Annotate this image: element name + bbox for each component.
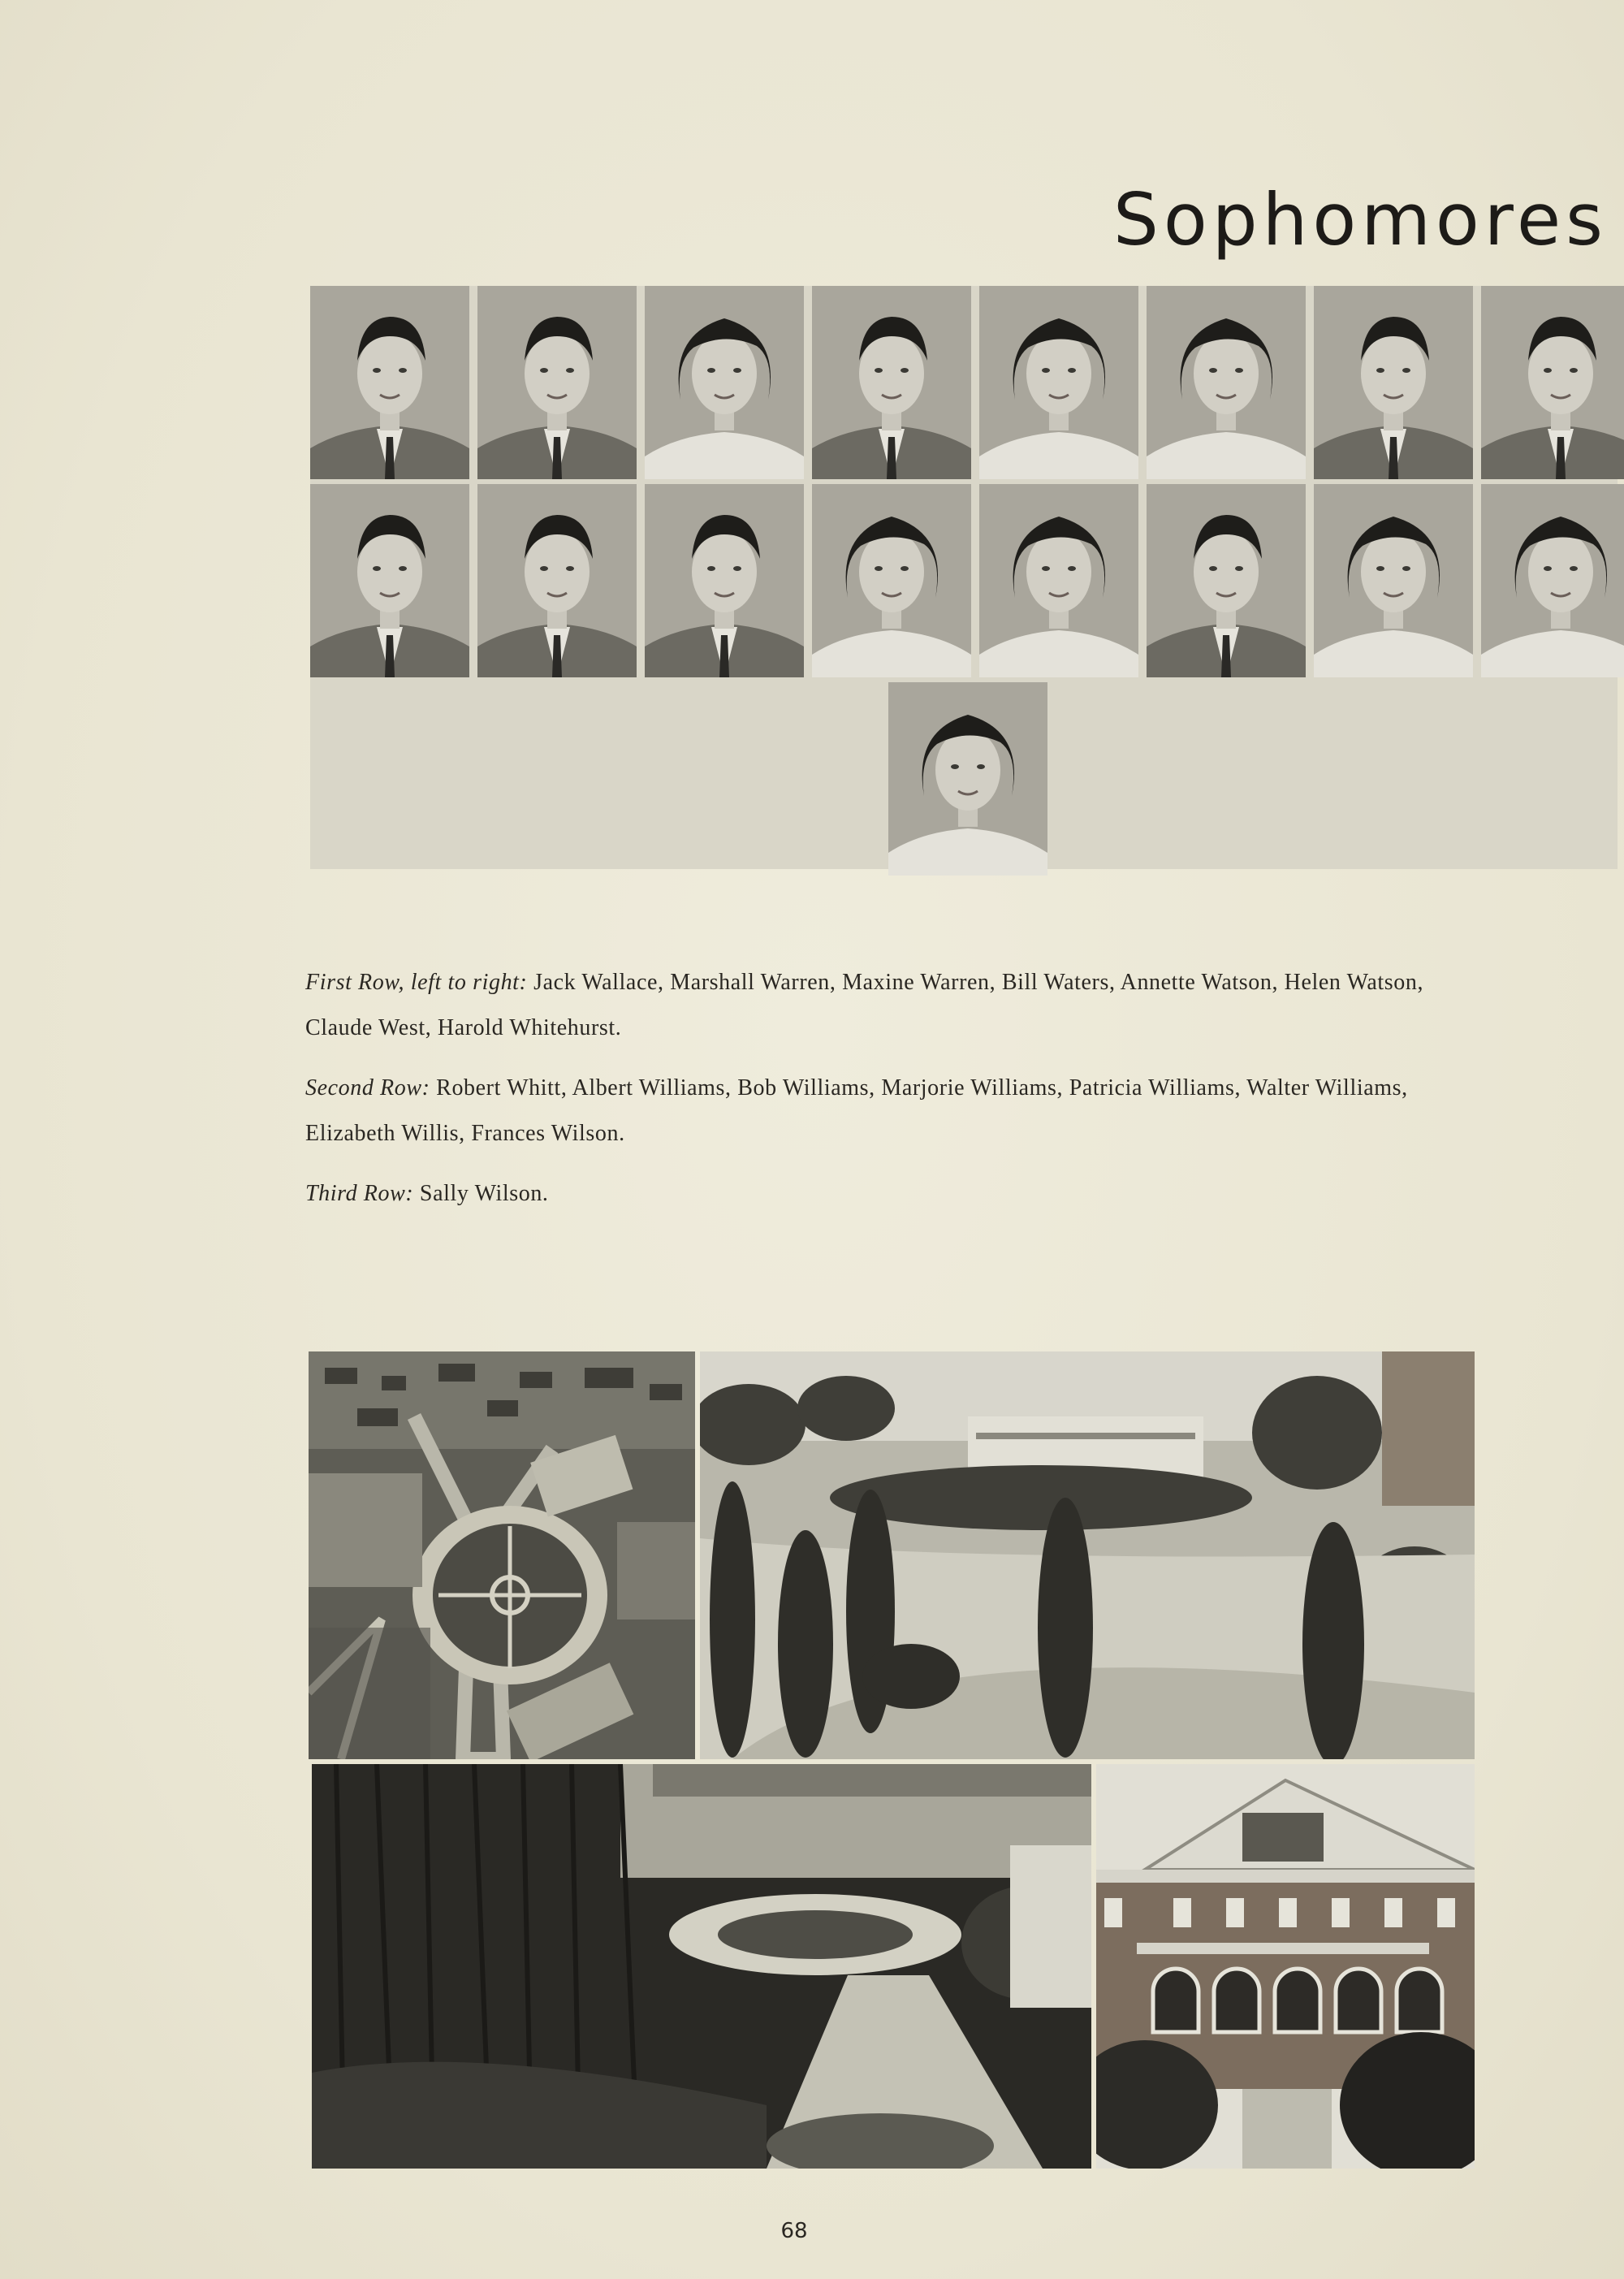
portrait-woman-icon [979,286,1138,479]
caption-third-row [305,1171,1491,1217]
fountain-garden-photo [312,1764,1091,2169]
campus-lawn-photo [700,1351,1475,1759]
portrait-man-icon [477,286,637,479]
row-names: Sally Wilson. [419,1181,549,1206]
portrait-woman-icon [1147,286,1306,479]
portrait-woman-icon [645,286,804,479]
portrait-woman-icon [812,484,971,677]
portrait-woman-icon [888,682,1047,876]
portrait-man-icon [310,286,469,479]
caption-second-row [305,1066,1491,1157]
portrait-man-icon [812,286,971,479]
campus-photo-collage [309,1351,1475,2169]
page-title: Sophomores [1113,177,1608,262]
brick-building-photo [1096,1764,1475,2169]
portrait-man-icon [645,484,804,677]
portrait-woman-icon [1314,484,1473,677]
portrait-woman-icon [979,484,1138,677]
row-label: Third Row: [305,1181,414,1206]
row-names: Robert Whitt, Albert Williams, Bob Williams, Marjorie Williams, Patricia Williams, Walter Williams, Elizabeth Willis, Frances Wilson. [305,1075,1408,1146]
portrait-woman-icon [1481,484,1624,677]
page-number: 68 [780,2219,808,2243]
row-label: Second Row: [305,1075,430,1101]
portrait-grid [310,286,1618,869]
aerial-campus-photo [309,1351,695,1759]
portrait-man-icon [310,484,469,677]
caption-first-row [305,960,1491,1051]
portrait-man-icon [1314,286,1473,479]
row-label: First Row, left to right: [305,970,528,995]
portrait-man-icon [477,484,637,677]
caption-block [305,960,1491,1231]
portrait-man-icon [1481,286,1624,479]
row-names: Jack Wallace, Marshall Warren, Maxine Warren, Bill Waters, Annette Watson, Helen Watson, Claude West, Harold Whitehurst. [305,970,1424,1040]
portrait-man-icon [1147,484,1306,677]
